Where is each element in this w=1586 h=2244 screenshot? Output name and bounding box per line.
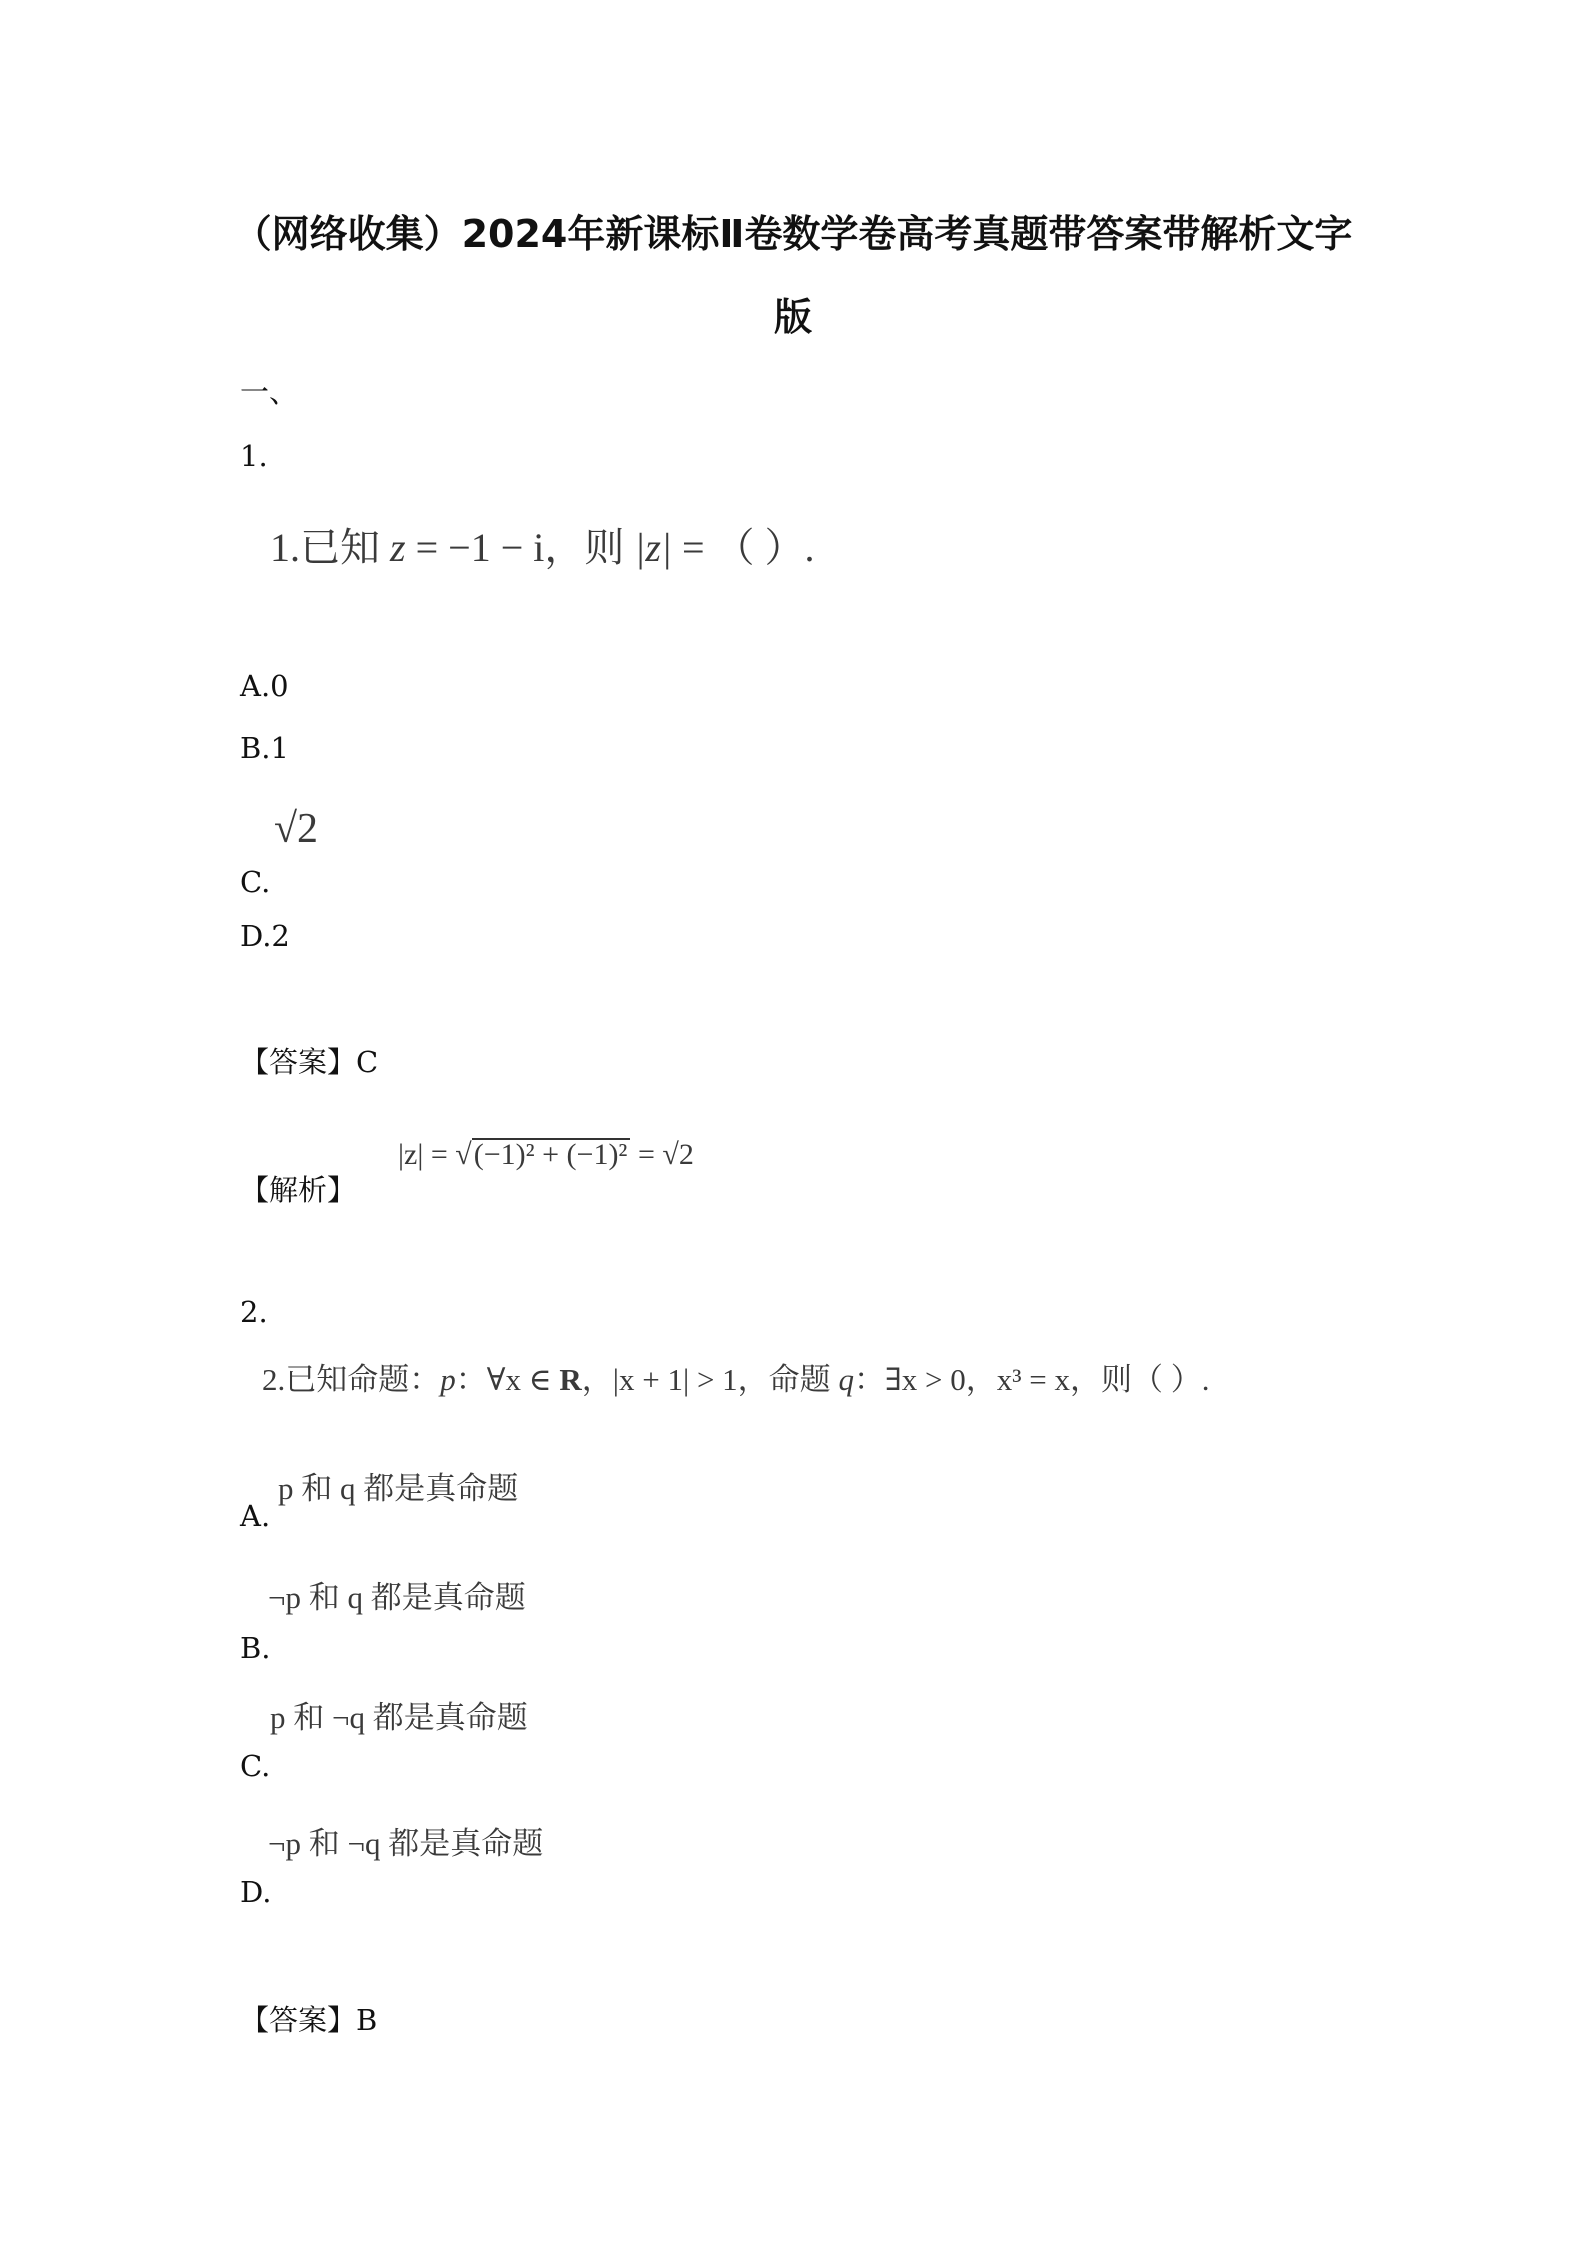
q2-option-d-image: ¬p 和 ¬q 都是真命题 — [268, 1826, 544, 1861]
q2-answer — [240, 2003, 378, 2037]
q2-answer-value: B — [356, 2003, 378, 2037]
q1-answer — [240, 1045, 379, 1079]
document-title-line-1: （网络收集）2024年新课标Ⅱ卷数学卷高考真题带答案带解析文字 — [233, 212, 1353, 256]
q1-answer-label: 【答案】 — [240, 1045, 357, 1079]
q2-stem-p: p — [440, 1362, 456, 1397]
q2-option-b-label: B. — [240, 1631, 271, 1665]
q2-option-a-label: A. — [240, 1499, 271, 1533]
q1-option-c-image: √2 — [274, 806, 319, 852]
q1-analysis-formula — [398, 1138, 694, 1170]
q1-option-c-label: C. — [240, 865, 271, 899]
q1-stem-eq: = −1 − i，则 — [405, 525, 635, 570]
q2-option-b-image: ¬p 和 q 都是真命题 — [268, 1580, 526, 1615]
q2-option-d-label: D. — [240, 1875, 272, 1909]
q2-stem-part3: ：∃x > 0， — [853, 1362, 997, 1397]
q1-option-d: D.2 — [240, 919, 290, 953]
q2-option-c-label: C. — [240, 1749, 271, 1783]
q1-stem-var: z — [390, 525, 406, 570]
q2-stem-q: q — [838, 1362, 854, 1397]
q1-stem-lead: 1.已知 — [270, 525, 390, 570]
q2-option-a-image: p 和 q 都是真命题 — [278, 1471, 519, 1506]
q1-analysis-label: 【解析】 — [240, 1173, 357, 1207]
q1-analysis-radicand: (−1)² + (−1)² — [472, 1138, 631, 1170]
q2-stem-image — [262, 1364, 1210, 1395]
q1-number: 1. — [240, 439, 268, 473]
q2-stem-R: R — [559, 1362, 582, 1397]
q1-option-b: B.1 — [240, 731, 289, 765]
q2-option-c-image: p 和 ¬q 都是真命题 — [270, 1700, 528, 1735]
q2-stem-part2: ，|x + 1| > 1，命题 — [581, 1362, 839, 1397]
q1-analysis-lhs: |z| = — [398, 1138, 456, 1171]
q1-stem-tail: = （ ）. — [671, 525, 815, 570]
q2-stem-part1: ：∀x ∈ — [455, 1362, 560, 1397]
document-title-line-2: 版 — [773, 295, 812, 339]
q1-analysis-rhs: = √2 — [630, 1138, 694, 1171]
section-heading: 一、 — [240, 375, 299, 409]
sqrt-icon: √(−1)² + (−1)² — [455, 1138, 630, 1170]
q2-stem-part4: x³ = x，则（ ）. — [996, 1362, 1210, 1397]
q2-number: 2. — [240, 1295, 268, 1329]
q1-stem-abs: |z| — [634, 525, 672, 570]
q1-answer-value: C — [356, 1045, 379, 1079]
q1-stem-image — [270, 525, 815, 570]
q2-answer-label: 【答案】 — [240, 2003, 357, 2037]
q2-stem-lead: 2.已知命题： — [262, 1362, 441, 1397]
q1-option-a: A.0 — [240, 669, 289, 703]
